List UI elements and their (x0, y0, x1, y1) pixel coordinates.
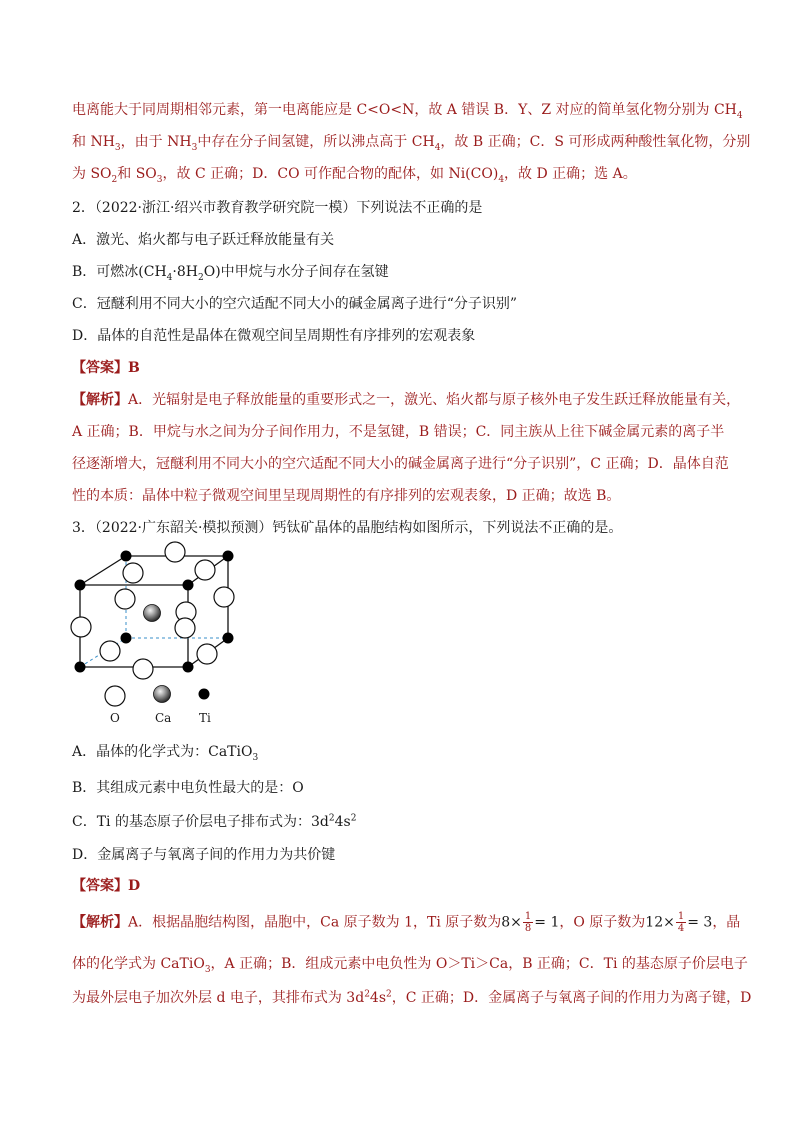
q2-analysis-line-2: A 正确；B．甲烷与水之间为分子间作用力，不是氢键，B 错误；C．同主族从上往下碱金属元素的离子半 (72, 424, 725, 440)
titanium-atom (183, 662, 194, 673)
q2-option-c: C．冠醚利用不同大小的空穴适配不同大小的碱金属离子进行“分子识别” (72, 296, 518, 312)
oxygen-atom (175, 618, 195, 638)
edge (80, 556, 126, 585)
q2-analysis-line-4: 性的本质：晶体中粒子微观空间里呈现周期性的有序排列的宏观表象，D 正确；故选 B。 (72, 488, 621, 504)
q2-option-b: B．可燃冰$(CH_4\cdot 8H_2O)$中甲烷与水分子间存在氢键 (72, 264, 389, 283)
q3-option-c: C．Ti 的基态原子价层电子排布式为：$3d^24s^2$ (72, 813, 357, 830)
q3-option-b: B．其组成元素中电负性最大的是：O (72, 780, 304, 796)
q2-analysis-line-3: 径逐渐增大，冠醚利用不同大小的空穴适配不同大小的碱金属离子进行“分子识别”，C 正确；D．晶体自范 (72, 456, 729, 472)
perovskite-unit-cell-diagram (60, 540, 250, 730)
legend-label-o: O (110, 711, 120, 725)
q2-option-a: A．激光、焰火都与电子跃迁释放能量有关 (72, 232, 335, 248)
titanium-atom (75, 662, 86, 673)
legend-label-ti: Ti (199, 711, 211, 725)
legend-label-ca: Ca (155, 711, 172, 725)
q3-option-a: A．晶体的化学式为：CaTiO$_3$ (72, 744, 259, 763)
oxygen-atom (123, 563, 143, 583)
q3-stem: 3．（2022·广东韶关·模拟预测）钙钛矿晶体的晶胞结构如图所示，下列说法不正确的是。 (72, 520, 623, 536)
titanium-atom (223, 551, 234, 562)
legend-oxygen-icon (105, 686, 125, 706)
oxygen-atom (214, 587, 234, 607)
titanium-atom (223, 633, 234, 644)
prev-analysis-line-2: 和 $NH_3$，由于 $NH_3$中存在分子间氢键，所以沸点高于 $CH_4$，故 B 正确；C．S 可形成两种酸性氧化物，分别 (72, 134, 751, 153)
prev-analysis-line-3: 为 $SO_2$和 $SO_3$，故 C 正确；D．CO 可作配合物的配体，如 $Ni(CO)_4$，故 D 正确；选 A。 (72, 166, 637, 185)
legend-titanium-icon (199, 689, 210, 700)
titanium-atom (121, 633, 132, 644)
prev-analysis-line-1: 电离能大于同周期相邻元素，第一电离能应是 C<O<N，故 A 错误 B．Y、Z 对应的简单氢化物分别为 $CH_4$ (72, 102, 743, 121)
titanium-atom (121, 551, 132, 562)
oxygen-atom (197, 644, 217, 664)
oxygen-atom (100, 641, 120, 661)
q2-stem: 2．（2022·浙江·绍兴市教育教学研究院一模）下列说法不正确的是 (72, 200, 483, 216)
oxygen-atom (133, 659, 153, 679)
legend-calcium-icon (154, 686, 171, 703)
q3-answer: 【答案】D (72, 878, 141, 894)
q3-analysis-line-3: 为最外层电子加次外层 d 电子，其排布式为 $3d^24s^2$，C 正确；D．金属离子与氧离子间的作用力为离子键，D (72, 989, 752, 1006)
calcium-atom (144, 605, 161, 622)
q2-option-d: D．晶体的自范性是晶体在微观空间呈周期性有序排列的宏观表象 (72, 328, 476, 344)
titanium-atom (183, 580, 194, 591)
q3-analysis-line-1: 【解析】A．根据晶胞结构图，晶胞中，Ca 原子数为 1，Ti 原子数为8× $\frac{1}{8}$ = 1，O 原子数为12× $\frac{1}{4}$ = 3，晶 (72, 911, 741, 934)
titanium-atom (75, 580, 86, 591)
q3-analysis-line-2: 体的化学式为 CaTiO$_3$，A 正确；B．组成元素中电负性为 O＞Ti＞Ca，B 正确；C．Ti 的基态原子价层电子 (72, 956, 748, 975)
q2-analysis-line-1: 【解析】A．光辐射是电子释放能量的重要形式之一，激光、焰火都与原子核外电子发生跃迁释放能量有关， (72, 392, 741, 408)
fraction-one-eighth: $\frac{1}{8}$ (524, 911, 532, 934)
q3-option-d: D．金属离子与氧离子间的作用力为共价键 (72, 847, 336, 863)
fraction-one-quarter: $\frac{1}{4}$ (677, 911, 685, 934)
oxygen-atom (165, 542, 185, 562)
q2-answer: 【答案】B (72, 360, 140, 376)
oxygen-atom (195, 560, 215, 580)
oxygen-atom (71, 617, 91, 637)
oxygen-atom (115, 589, 135, 609)
